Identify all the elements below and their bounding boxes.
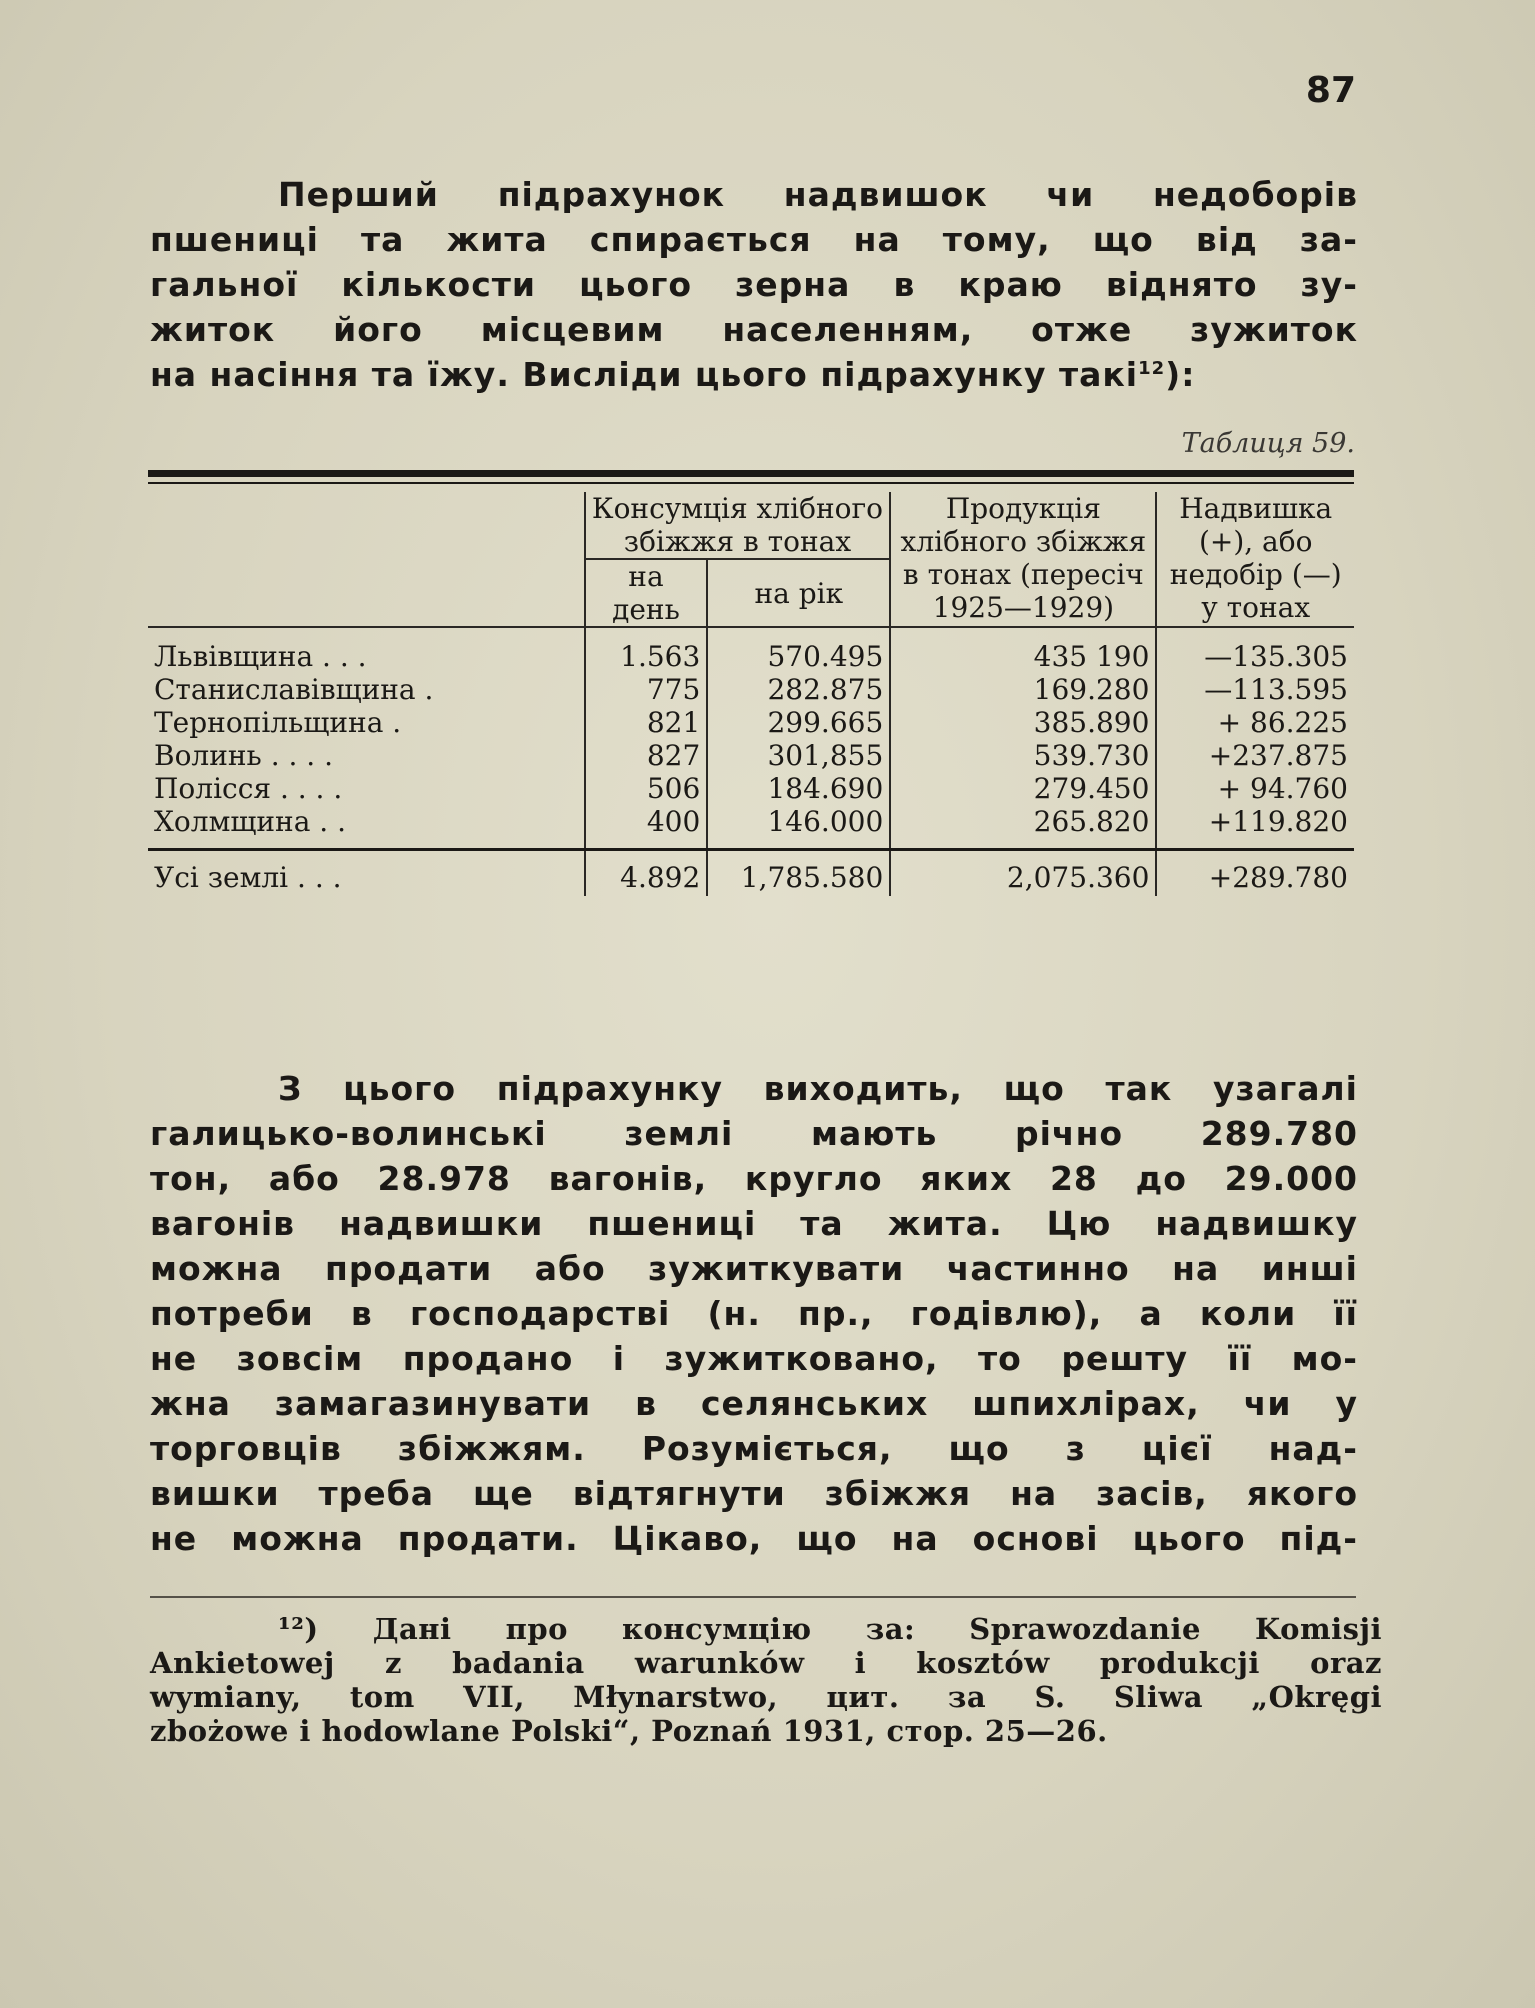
- table-row: [148, 772, 1354, 805]
- production-cell: 279.450: [890, 772, 1156, 805]
- region-header-empty: [148, 492, 585, 627]
- text-line: тон, або 28.978 вагонів, кругло яких 28 до 29.000: [150, 1159, 1358, 1198]
- footnote-line: wymiany, tom VII, Młynarstwo, цит. за S. Sliwa „Okręgi: [150, 1680, 1382, 1714]
- day-cell: 827: [585, 739, 708, 772]
- text-line: потреби в господарстві (н. пр., годівлю), а коли її: [150, 1294, 1358, 1333]
- table-total-row: [148, 850, 1354, 897]
- day-cell: 775: [585, 673, 708, 706]
- table-top-rule-thin: [148, 482, 1354, 484]
- footnote-line: Ankietowej z badania warunków i kosztów produkcji oraz: [150, 1646, 1382, 1680]
- production-cell: 385.890: [890, 706, 1156, 739]
- footnote-line: zbożowe i hodowlane Polski“, Poznań 1931, стор. 25—26.: [150, 1714, 1108, 1748]
- text-line: жна замагазинувати в селянських шпихлірах, чи у: [150, 1384, 1358, 1423]
- text-line-end: ):: [1165, 355, 1196, 394]
- balance-cell: +119.820: [1156, 805, 1354, 850]
- balance-cell: + 86.225: [1156, 706, 1354, 739]
- table-row: [148, 673, 1354, 706]
- balance-cell: + 94.760: [1156, 772, 1354, 805]
- text-line: можна продати або зужиткувати частинно на инші: [150, 1249, 1358, 1288]
- total-day-cell: 4.892: [585, 850, 708, 897]
- surplus-header: Надвишка (+), або недобір (—) у тонах: [1156, 492, 1354, 627]
- table-row: [148, 739, 1354, 772]
- footnote-line: ¹²) Дані про консумцію за: Sprawozdanie Komisji: [278, 1612, 1382, 1646]
- text-line: З цього підрахунку виходить, що так узагалі: [278, 1069, 1358, 1108]
- footnote-rule: [150, 1596, 1356, 1598]
- text-line: вишки треба ще відтягнути збіжжя на засів, якого: [150, 1474, 1358, 1513]
- production-cell: 539.730: [890, 739, 1156, 772]
- text-line: не зовсім продано і зужитковано, то решту її мо-: [150, 1339, 1358, 1378]
- balance-cell: —113.595: [1156, 673, 1354, 706]
- table-top-rule: [148, 470, 1354, 477]
- year-cell: 570.495: [707, 627, 890, 673]
- text-line: торговців збіжжям. Розуміється, що з цієї над-: [150, 1429, 1358, 1468]
- production-cell: 435 190: [890, 627, 1156, 673]
- text-line: Перший підрахунок надвишок чи недоборів: [278, 175, 1358, 214]
- paragraph-conclusion: [150, 1066, 1358, 1561]
- year-cell: 146.000: [707, 805, 890, 850]
- text-line: гальної кількости цього зерна в краю віднято зу-: [150, 265, 1358, 304]
- region-cell: Волинь . . . .: [154, 739, 333, 772]
- footnote-reference: 12: [1138, 358, 1166, 379]
- region-cell: Станиславівщина .: [154, 673, 434, 706]
- balance-cell: +237.875: [1156, 739, 1354, 772]
- text-line: житок його місцевим населенням, отже зужиток: [150, 310, 1358, 349]
- day-cell: 1.563: [585, 627, 708, 673]
- total-production-cell: 2,075.360: [890, 850, 1156, 897]
- table-row: [148, 627, 1354, 673]
- year-cell: 299.665: [707, 706, 890, 739]
- balance-cell: —135.305: [1156, 627, 1354, 673]
- per-year-header: на рік: [707, 559, 890, 627]
- day-cell: 400: [585, 805, 708, 850]
- table-row: [148, 706, 1354, 739]
- text-line: вагонів надвишки пшениці та жита. Цю надвишку: [150, 1204, 1358, 1243]
- region-cell: Полісся . . . .: [154, 772, 343, 805]
- production-header: Продукція хлібного збіжжя в тонах (пересіч 1925—1929): [890, 492, 1156, 627]
- region-cell: Львівщина . . .: [154, 640, 367, 673]
- paragraph-intro: [150, 172, 1358, 397]
- total-year-cell: 1,785.580: [707, 850, 890, 897]
- year-cell: 184.690: [707, 772, 890, 805]
- text-line-last: [150, 352, 1358, 397]
- text-line: не можна продати. Цікаво, що на основі цього під-: [150, 1519, 1358, 1558]
- total-balance-cell: +289.780: [1156, 850, 1354, 897]
- text-line: пшениці та жита спирається на тому, що від за-: [150, 220, 1358, 259]
- text-line: на насіння та їжу. Висліди цього підрахунку такі: [150, 355, 1139, 394]
- consumption-header: Консумція хлібного збіжжя в тонах: [585, 492, 891, 559]
- region-cell: Тернопільщина .: [154, 706, 402, 739]
- production-cell: 169.280: [890, 673, 1156, 706]
- day-cell: 506: [585, 772, 708, 805]
- year-cell: 301,855: [707, 739, 890, 772]
- production-cell: 265.820: [890, 805, 1156, 850]
- total-region-cell: Усі землі . . .: [148, 850, 585, 897]
- region-cell: Холмщина . .: [154, 805, 347, 838]
- table-row: [148, 805, 1354, 850]
- table-caption: Таблиця 59.: [1181, 428, 1355, 459]
- grain-balance-table: [148, 492, 1354, 896]
- year-cell: 282.875: [707, 673, 890, 706]
- day-cell: 821: [585, 706, 708, 739]
- text-line: галицько-волинські землі мають річно 289.780: [150, 1114, 1358, 1153]
- footnote: [150, 1612, 1382, 1748]
- page-number: 87: [1305, 70, 1356, 111]
- per-day-header: на день: [585, 559, 708, 627]
